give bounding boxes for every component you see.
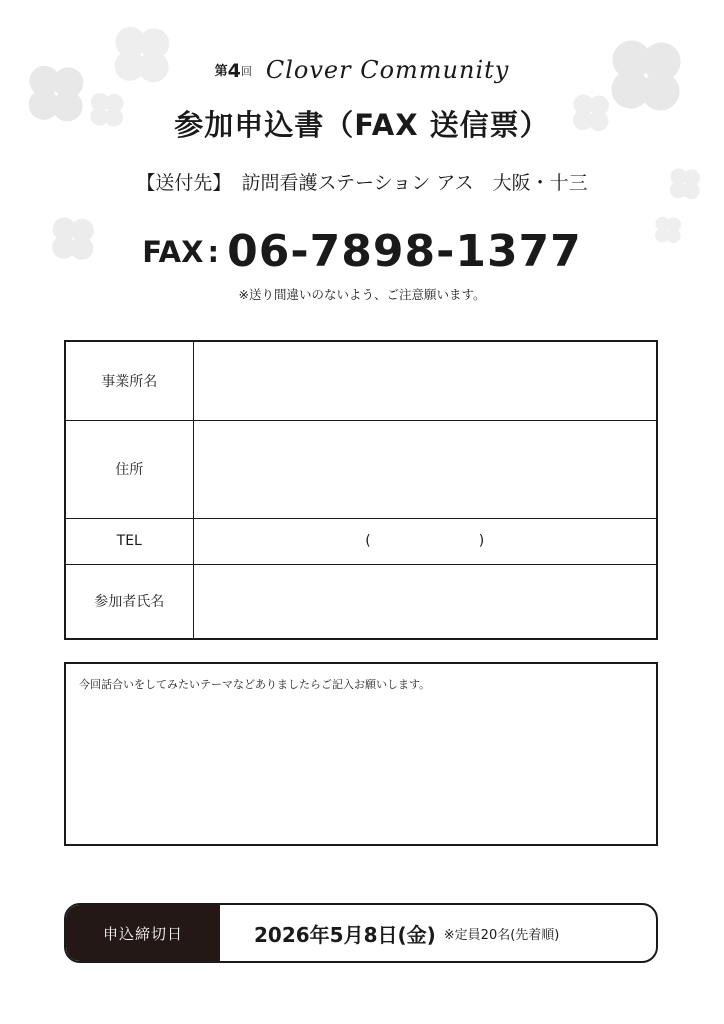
address-label: 住所 — [65, 420, 193, 518]
page-title: 参加申込書（FAX 送信票） — [174, 108, 550, 142]
edition-suffix: 回 — [240, 65, 252, 78]
tel-open-paren: ( — [365, 533, 371, 549]
edition-heading — [0, 56, 724, 84]
destination-line — [0, 168, 724, 195]
deadline-value — [220, 905, 656, 961]
comment-box[interactable] — [64, 662, 658, 846]
tel-label: TEL — [65, 518, 193, 564]
address-field[interactable] — [193, 420, 657, 518]
office-name-label: 事業所名 — [65, 341, 193, 420]
table-row — [65, 420, 657, 518]
participant-name-field[interactable] — [193, 564, 657, 639]
table-row — [65, 564, 657, 639]
comment-prompt: 今回話合いをしてみたいテーマなどありましたらご記入お願いします。 — [79, 678, 431, 691]
tel-field[interactable] — [193, 518, 657, 564]
fax-number: 06-7898-1377 — [227, 226, 582, 277]
fax-number-line — [0, 226, 724, 277]
application-form-table — [64, 340, 658, 640]
table-row — [65, 341, 657, 420]
fax-label: FAX — [142, 235, 204, 269]
table-row — [65, 518, 657, 564]
capacity-note: ※定員20名(先着順) — [443, 927, 560, 943]
event-name: Clover Community — [265, 56, 510, 84]
destination-value: 訪問看護ステーション アス 大阪・十三 — [241, 172, 588, 194]
office-name-field[interactable] — [193, 341, 657, 420]
participant-name-label: 参加者氏名 — [65, 564, 193, 639]
edition-number: 4 — [227, 60, 241, 82]
fax-note: ※送り間違いのないよう、ご注意願います。 — [238, 287, 486, 302]
tel-close-paren: ) — [478, 533, 485, 549]
edition-prefix: 第 — [214, 64, 228, 79]
fax-colon: : — [207, 235, 220, 269]
deadline-date: 2026年5月8日(金) — [254, 922, 436, 947]
destination-label: 【送付先】 — [136, 172, 232, 194]
tel-parentheses — [194, 533, 657, 549]
clover-decoration-icon — [104, 13, 180, 97]
deadline-label: 申込締切日 — [66, 905, 220, 961]
deadline-box — [64, 903, 658, 963]
